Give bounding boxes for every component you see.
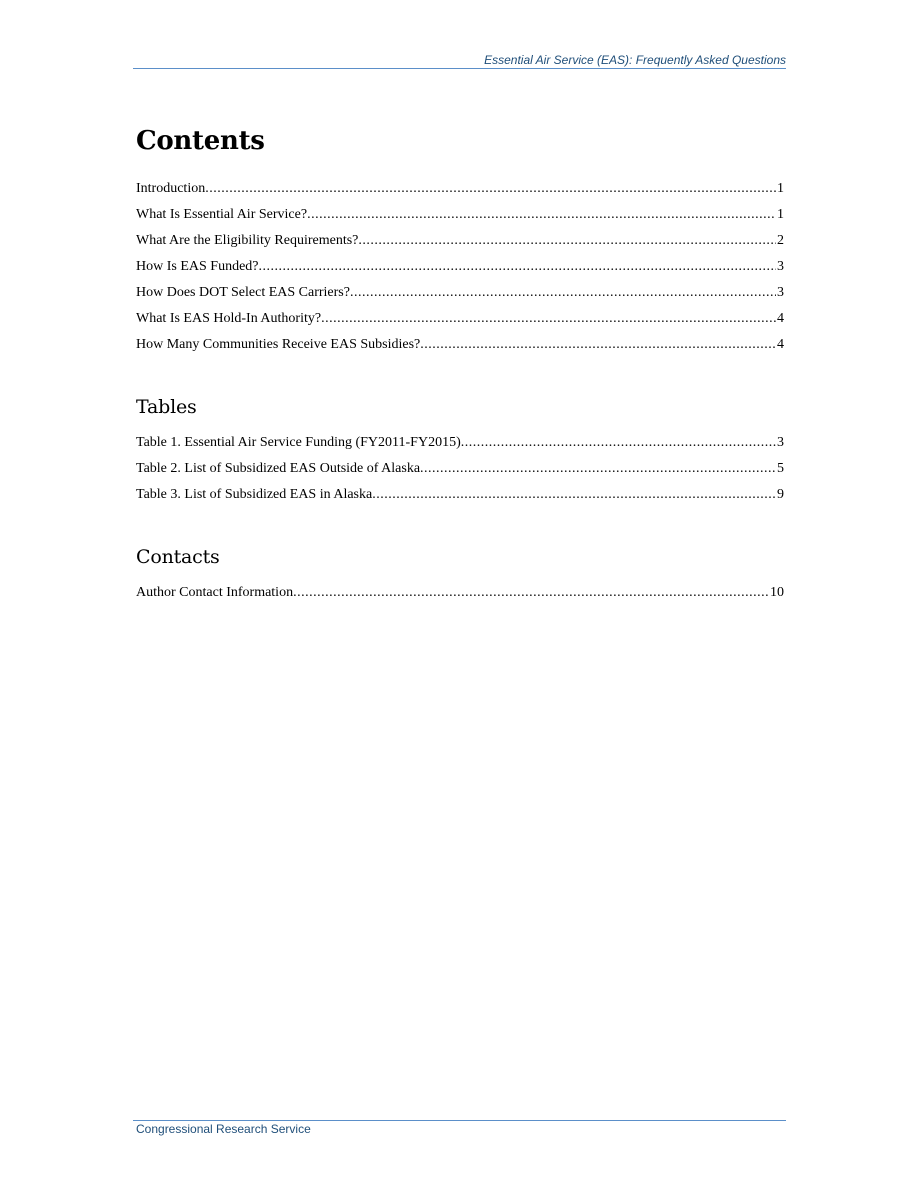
toc-entry-table-1[interactable] (136, 430, 784, 456)
dot-leader (420, 456, 776, 482)
contents-heading: Contents (136, 126, 265, 156)
toc-entry-eligibility[interactable] (136, 228, 784, 254)
dot-leader (420, 332, 776, 358)
contents-list (136, 176, 784, 358)
toc-entry-table-2[interactable] (136, 456, 784, 482)
dot-leader (293, 580, 769, 606)
toc-entry-title: What Is EAS Hold-In Authority? (136, 311, 322, 326)
contacts-list (136, 580, 784, 606)
dot-leader (372, 482, 776, 508)
footer-text: Congressional Research Service (136, 1122, 311, 1136)
toc-entry-title: Table 2. List of Subsidized EAS Outside of Alaska (136, 461, 421, 476)
toc-entry-title: Introduction (136, 181, 206, 196)
toc-entry-page: 3 (777, 259, 784, 274)
toc-entry-page: 4 (777, 337, 784, 352)
toc-entry-title: Author Contact Information (136, 585, 294, 600)
toc-entry-page: 3 (777, 285, 784, 300)
dot-leader (307, 202, 776, 228)
contacts-heading: Contacts (136, 546, 220, 568)
toc-entry-table-3[interactable] (136, 482, 784, 508)
tables-list (136, 430, 784, 508)
tables-heading: Tables (136, 396, 197, 418)
dot-leader (205, 176, 776, 202)
toc-entry-title: Table 1. Essential Air Service Funding (FY2011-FY2015) (136, 435, 461, 450)
toc-entry-title: How Many Communities Receive EAS Subsidies? (136, 337, 421, 352)
toc-entry-title: Table 3. List of Subsidized EAS in Alaska (136, 487, 373, 502)
toc-entry-funding[interactable] (136, 254, 784, 280)
toc-entry-title: What Is Essential Air Service? (136, 207, 308, 222)
toc-entry-title: How Is EAS Funded? (136, 259, 259, 274)
toc-entry-page: 1 (777, 207, 784, 222)
toc-entry-communities[interactable] (136, 332, 784, 358)
table-of-contents (136, 124, 784, 606)
toc-entry-page: 1 (777, 181, 784, 196)
toc-entry-author-contact[interactable] (136, 580, 784, 606)
section-spacer (136, 508, 784, 544)
toc-entry-title: How Does DOT Select EAS Carriers? (136, 285, 350, 300)
toc-entry-page: 10 (770, 585, 784, 600)
toc-entry-carrier-selection[interactable] (136, 280, 784, 306)
dot-leader (259, 254, 777, 280)
dot-leader (461, 430, 776, 456)
toc-entry-page: 5 (777, 461, 784, 476)
dot-leader (321, 306, 776, 332)
toc-entry-page: 2 (777, 233, 784, 248)
toc-entry-page: 3 (777, 435, 784, 450)
running-header: Essential Air Service (EAS): Frequently Asked Questions (484, 53, 786, 67)
toc-entry-introduction[interactable] (136, 176, 784, 202)
toc-entry-hold-in-authority[interactable] (136, 306, 784, 332)
toc-entry-page: 9 (777, 487, 784, 502)
section-spacer (136, 358, 784, 394)
footer-rule (133, 1120, 786, 1121)
toc-entry-what-is-eas[interactable] (136, 202, 784, 228)
toc-entry-title: What Are the Eligibility Requirements? (136, 233, 359, 248)
header-rule (133, 68, 786, 69)
dot-leader (358, 228, 776, 254)
dot-leader (350, 280, 776, 306)
toc-entry-page: 4 (777, 311, 784, 326)
